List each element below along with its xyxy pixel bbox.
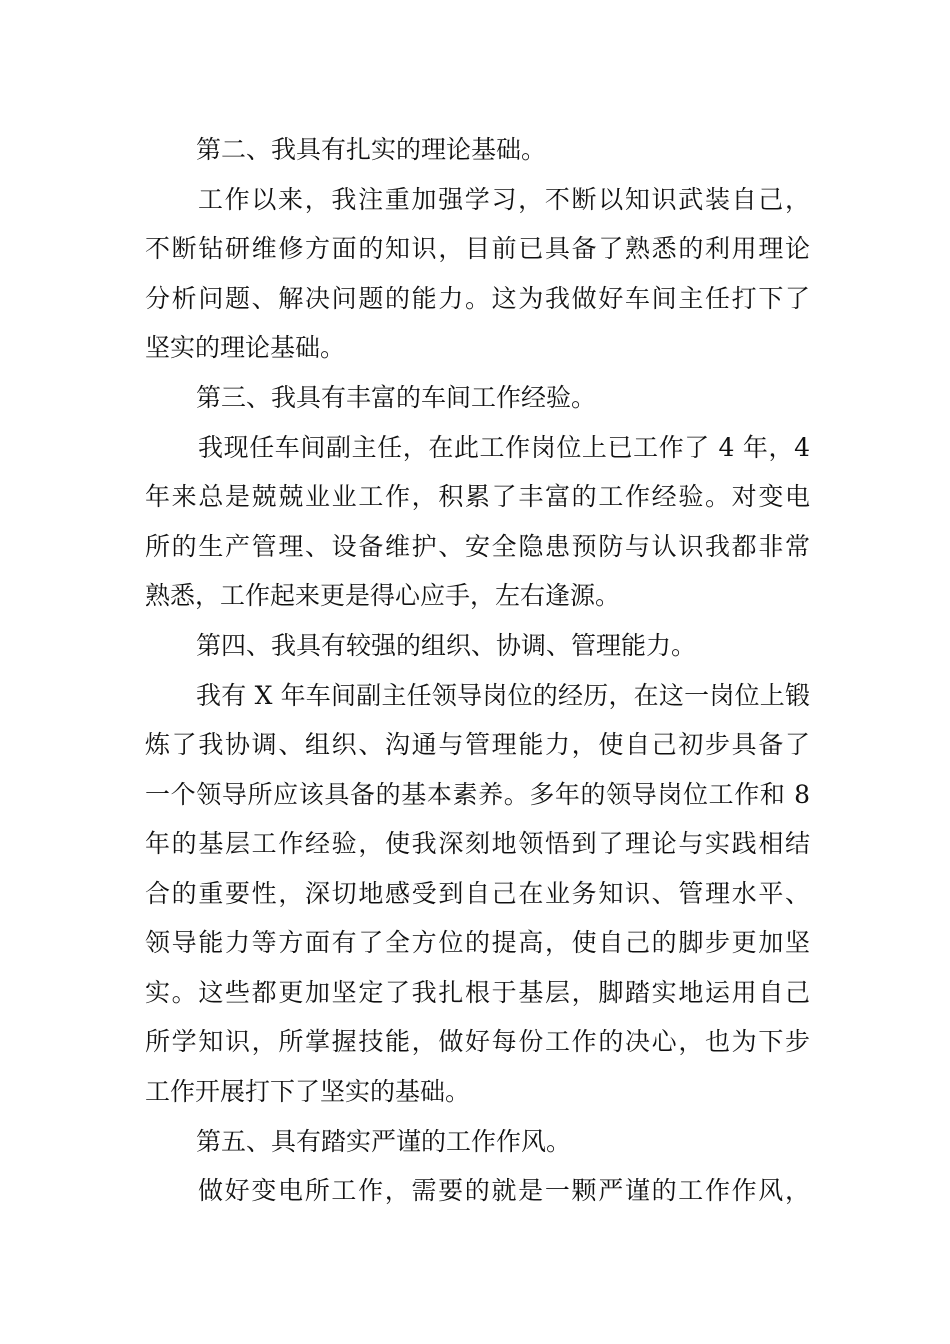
paragraph-line: 炼了我协调、组织、沟通与管理能力，使自己初步具备了: [145, 730, 810, 759]
paragraph-line: 年的基层工作经验，使我深刻地领悟到了理论与实践相结: [145, 829, 810, 858]
section-heading-5: 第五、具有踏实严谨的工作作风。: [196, 1127, 572, 1156]
paragraph-line: 领导能力等方面有了全方位的提高，使自己的脚步更加坚: [145, 928, 810, 957]
section-heading-4: 第四、我具有较强的组织、协调、管理能力。: [196, 631, 697, 660]
paragraph-line: 我现任车间副主任，在此工作岗位上已工作了 4 年，4: [198, 433, 810, 462]
paragraph-line: 工作以来，我注重加强学习，不断以知识武装自己，: [198, 185, 810, 214]
paragraph-line: 一个领导所应该具备的基本素养。多年的领导岗位工作和 8: [145, 780, 810, 809]
paragraph-line: 年来总是兢兢业业工作，积累了丰富的工作经验。对变电: [145, 482, 810, 511]
paragraph-line: 工作开展打下了坚实的基础。: [145, 1077, 471, 1106]
paragraph-line: 做好变电所工作，需要的就是一颗严谨的工作作风，: [198, 1176, 810, 1205]
paragraph-line: 所的生产管理、设备维护、安全隐患预防与认识我都非常: [145, 532, 810, 561]
section-heading-3: 第三、我具有丰富的车间工作经验。: [196, 383, 597, 412]
paragraph-line: 我有 X 年车间副主任领导岗位的经历，在这一岗位上锻: [196, 681, 810, 710]
paragraph-line: 熟悉，工作起来更是得心应手，左右逢源。: [145, 581, 621, 610]
paragraph-line: 坚实的理论基础。: [145, 333, 346, 362]
paragraph-line: 实。这些都更加坚定了我扎根于基层，脚踏实地运用自己: [145, 978, 810, 1007]
paragraph-line: 所学知识，所掌握技能，做好每份工作的决心，也为下步: [145, 1027, 810, 1056]
paragraph-line: 合的重要性，深切地感受到自己在业务知识、管理水平、: [145, 879, 810, 908]
section-heading-2: 第二、我具有扎实的理论基础。: [196, 135, 547, 164]
paragraph-line: 分析问题、解决问题的能力。这为我做好车间主任打下了: [145, 284, 810, 313]
paragraph-line: 不断钻研维修方面的知识，目前已具备了熟悉的利用理论: [145, 234, 810, 263]
